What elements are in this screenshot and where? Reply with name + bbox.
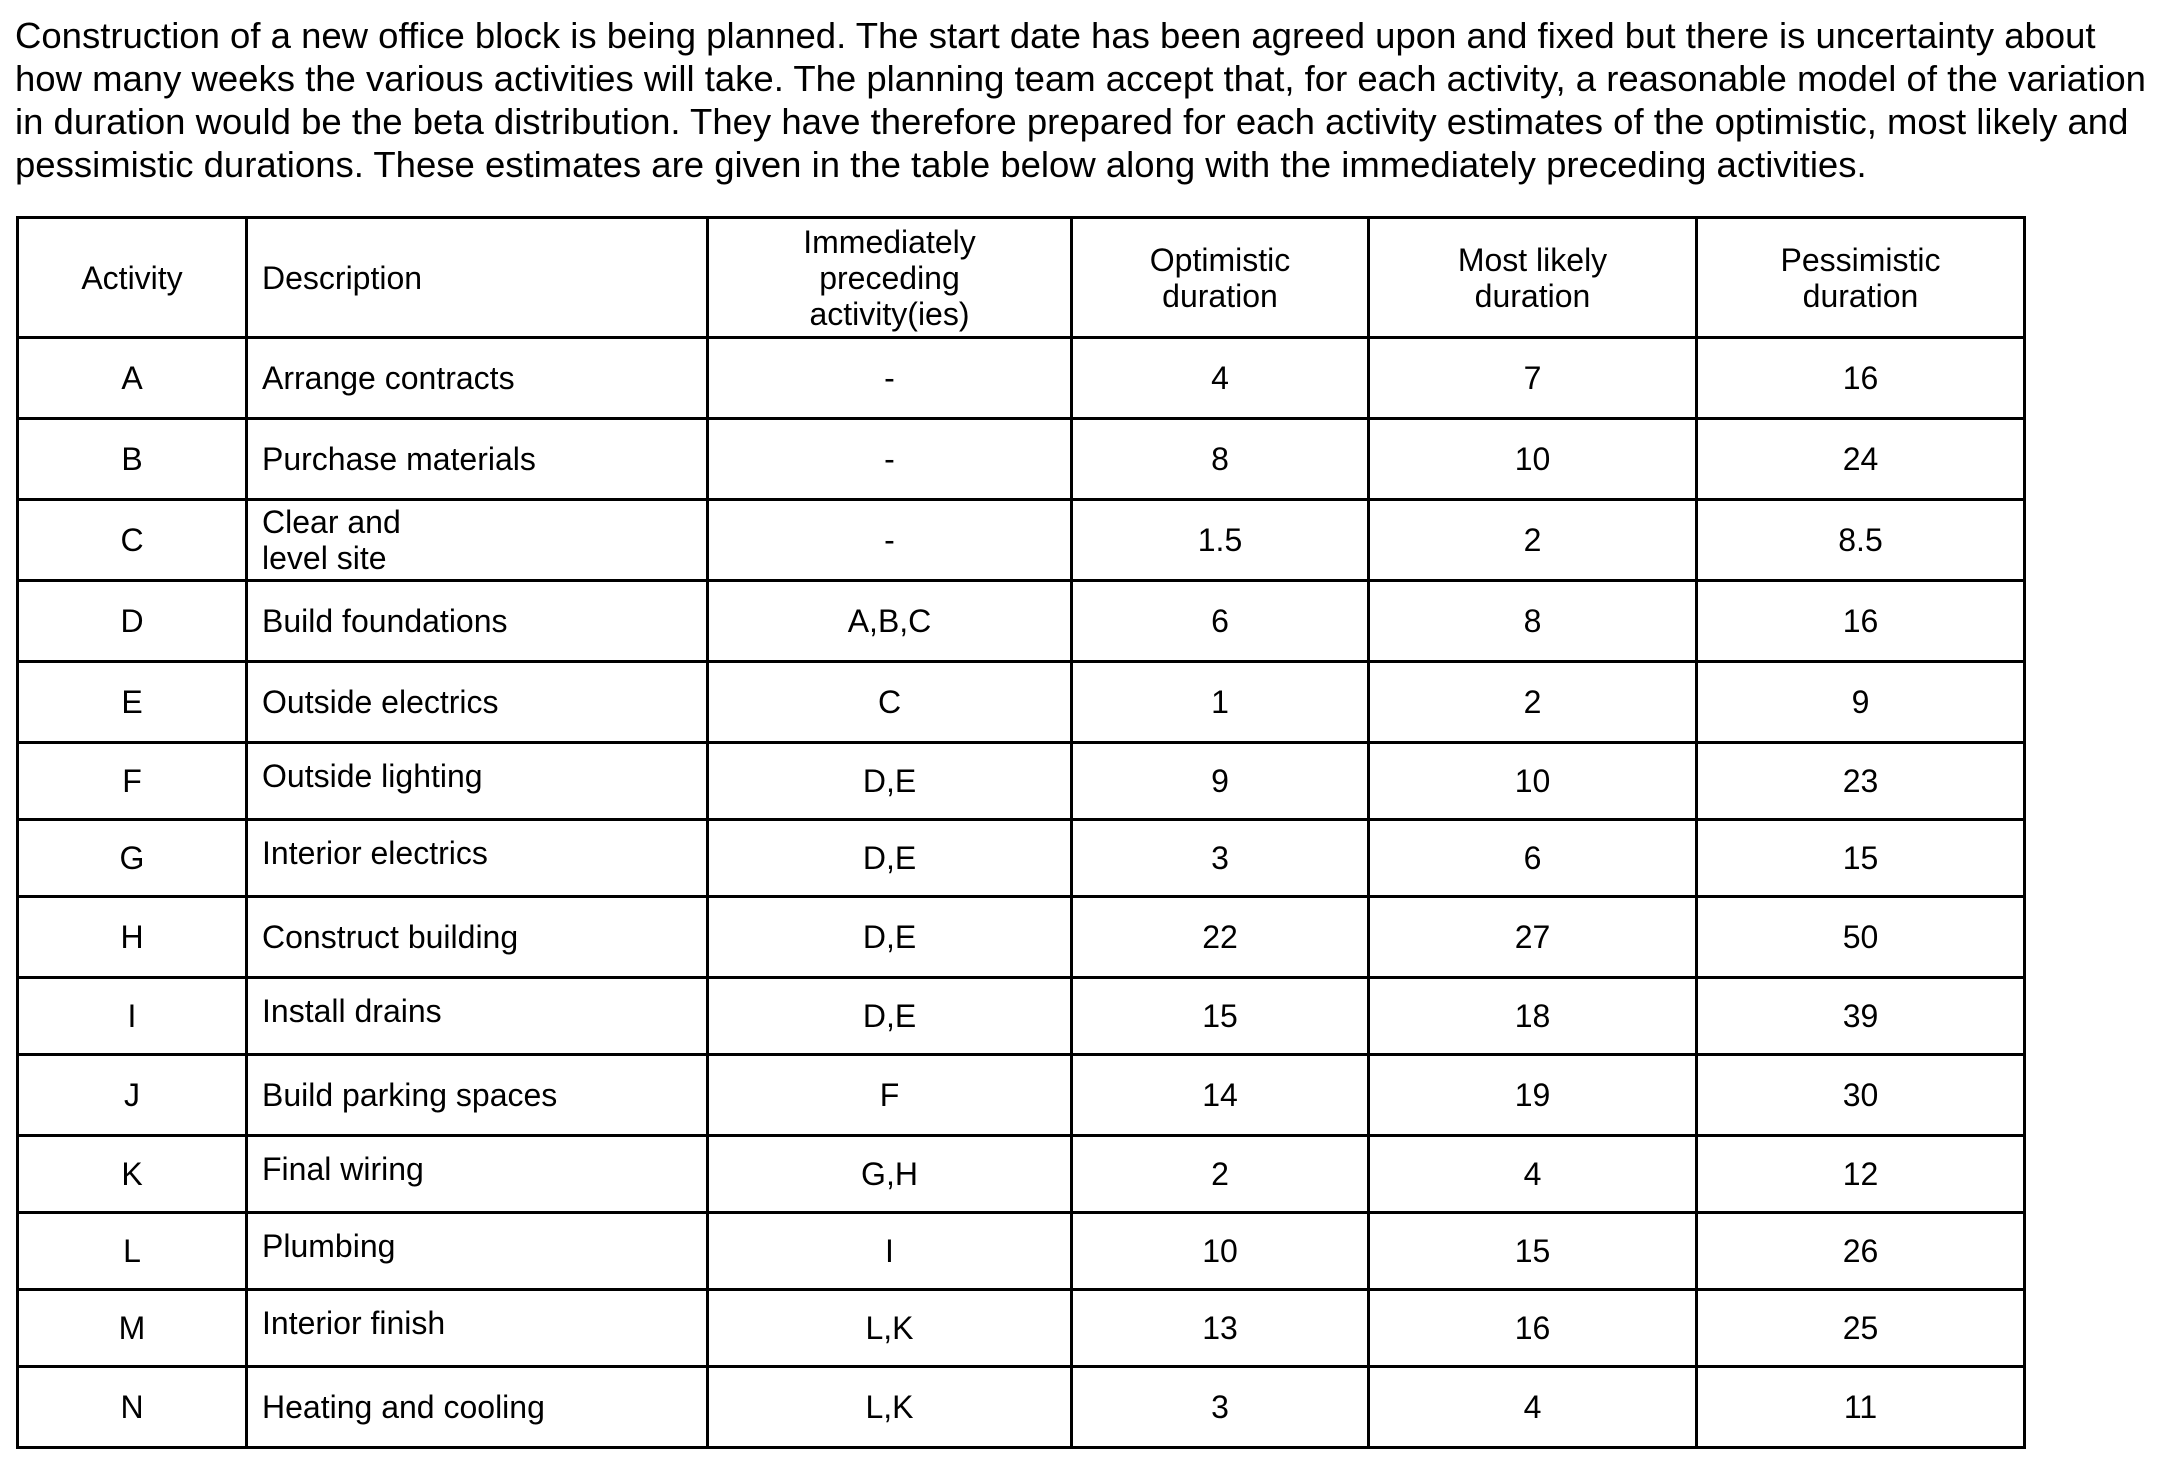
- cell-most-likely: 19: [1369, 1055, 1697, 1136]
- cell-most-likely: 4: [1369, 1136, 1697, 1213]
- cell-optimistic: 22: [1072, 897, 1369, 978]
- cell-activity: K: [18, 1136, 247, 1213]
- cell-most-likely: 27: [1369, 897, 1697, 978]
- cell-activity: G: [18, 820, 247, 897]
- cell-pessimistic: 23: [1697, 743, 2025, 820]
- cell-most-likely: 6: [1369, 820, 1697, 897]
- cell-preceding: D,E: [708, 820, 1072, 897]
- cell-optimistic: 2: [1072, 1136, 1369, 1213]
- header-preceding: Immediately preceding activity(ies): [708, 218, 1072, 338]
- cell-description: Purchase materials: [247, 419, 708, 500]
- cell-pessimistic: 25: [1697, 1290, 2025, 1367]
- cell-preceding: D,E: [708, 978, 1072, 1055]
- header-description: Description: [247, 218, 708, 338]
- table-row: [18, 1213, 2025, 1290]
- cell-most-likely: 4: [1369, 1367, 1697, 1448]
- table-row: [18, 338, 2025, 419]
- cell-pessimistic: 16: [1697, 338, 2025, 419]
- cell-preceding: L,K: [708, 1367, 1072, 1448]
- cell-description: Final wiring: [247, 1136, 708, 1213]
- cell-description: Clear and level site: [247, 500, 708, 581]
- cell-description: Outside lighting: [247, 743, 708, 820]
- cell-activity: E: [18, 662, 247, 743]
- cell-optimistic: 1.5: [1072, 500, 1369, 581]
- cell-most-likely: 15: [1369, 1213, 1697, 1290]
- cell-description: Outside electrics: [247, 662, 708, 743]
- cell-pessimistic: 39: [1697, 978, 2025, 1055]
- cell-activity: M: [18, 1290, 247, 1367]
- cell-most-likely: 10: [1369, 743, 1697, 820]
- header-most-likely: Most likely duration: [1369, 218, 1697, 338]
- cell-most-likely: 7: [1369, 338, 1697, 419]
- cell-pessimistic: 8.5: [1697, 500, 2025, 581]
- cell-activity: N: [18, 1367, 247, 1448]
- cell-optimistic: 13: [1072, 1290, 1369, 1367]
- table-row: [18, 743, 2025, 820]
- cell-preceding: C: [708, 662, 1072, 743]
- cell-preceding: F: [708, 1055, 1072, 1136]
- cell-preceding: D,E: [708, 897, 1072, 978]
- table-row: [18, 1136, 2025, 1213]
- table-row: [18, 820, 2025, 897]
- cell-optimistic: 4: [1072, 338, 1369, 419]
- cell-preceding: -: [708, 338, 1072, 419]
- cell-activity: C: [18, 500, 247, 581]
- cell-optimistic: 10: [1072, 1213, 1369, 1290]
- cell-activity: L: [18, 1213, 247, 1290]
- header-pessimistic: Pessimistic duration: [1697, 218, 2025, 338]
- cell-pessimistic: 30: [1697, 1055, 2025, 1136]
- cell-preceding: D,E: [708, 743, 1072, 820]
- cell-pessimistic: 11: [1697, 1367, 2025, 1448]
- cell-optimistic: 3: [1072, 1367, 1369, 1448]
- cell-pessimistic: 24: [1697, 419, 2025, 500]
- table-row: [18, 1290, 2025, 1367]
- cell-pessimistic: 26: [1697, 1213, 2025, 1290]
- table-row: [18, 897, 2025, 978]
- cell-most-likely: 2: [1369, 662, 1697, 743]
- cell-description: Plumbing: [247, 1213, 708, 1290]
- cell-description: Arrange contracts: [247, 338, 708, 419]
- cell-pessimistic: 9: [1697, 662, 2025, 743]
- cell-most-likely: 18: [1369, 978, 1697, 1055]
- cell-activity: I: [18, 978, 247, 1055]
- table-row: [18, 662, 2025, 743]
- cell-preceding: A,B,C: [708, 581, 1072, 662]
- cell-optimistic: 15: [1072, 978, 1369, 1055]
- cell-preceding: L,K: [708, 1290, 1072, 1367]
- cell-description: Build foundations: [247, 581, 708, 662]
- cell-optimistic: 14: [1072, 1055, 1369, 1136]
- cell-optimistic: 1: [1072, 662, 1369, 743]
- cell-optimistic: 9: [1072, 743, 1369, 820]
- table-row: [18, 1367, 2025, 1448]
- cell-most-likely: 10: [1369, 419, 1697, 500]
- cell-most-likely: 16: [1369, 1290, 1697, 1367]
- cell-description: Interior finish: [247, 1290, 708, 1367]
- table-row: [18, 419, 2025, 500]
- cell-activity: D: [18, 581, 247, 662]
- cell-description: Heating and cooling: [247, 1367, 708, 1448]
- cell-preceding: G,H: [708, 1136, 1072, 1213]
- cell-pessimistic: 16: [1697, 581, 2025, 662]
- cell-description: Build parking spaces: [247, 1055, 708, 1136]
- table-row: [18, 581, 2025, 662]
- table-row: [18, 978, 2025, 1055]
- cell-optimistic: 3: [1072, 820, 1369, 897]
- cell-activity: B: [18, 419, 247, 500]
- cell-optimistic: 8: [1072, 419, 1369, 500]
- cell-activity: J: [18, 1055, 247, 1136]
- cell-activity: A: [18, 338, 247, 419]
- header-optimistic: Optimistic duration: [1072, 218, 1369, 338]
- cell-pessimistic: 12: [1697, 1136, 2025, 1213]
- cell-pessimistic: 15: [1697, 820, 2025, 897]
- cell-activity: F: [18, 743, 247, 820]
- cell-preceding: -: [708, 500, 1072, 581]
- cell-most-likely: 2: [1369, 500, 1697, 581]
- cell-description: Construct building: [247, 897, 708, 978]
- cell-description: Interior electrics: [247, 820, 708, 897]
- header-activity: Activity: [18, 218, 247, 338]
- cell-description: Install drains: [247, 978, 708, 1055]
- table-row: [18, 500, 2025, 581]
- activity-table: [16, 216, 2026, 1449]
- cell-pessimistic: 50: [1697, 897, 2025, 978]
- cell-optimistic: 6: [1072, 581, 1369, 662]
- cell-preceding: I: [708, 1213, 1072, 1290]
- cell-most-likely: 8: [1369, 581, 1697, 662]
- table-header-row: [18, 218, 2025, 338]
- cell-activity: H: [18, 897, 247, 978]
- intro-paragraph: Construction of a new office block is being planned. The start date has been agreed upon and fixed but there is uncertainty about how many weeks the various activities will take. The planning team accept that, for each activity, a reasonable model of the variation in duration would be the beta distribution. They have therefore prepared for each activity estimates of the optimistic, most likely and pessimistic durations. These estimates are given in the table below along with the immediately preceding activities.: [15, 15, 2146, 185]
- cell-preceding: -: [708, 419, 1072, 500]
- table-row: [18, 1055, 2025, 1136]
